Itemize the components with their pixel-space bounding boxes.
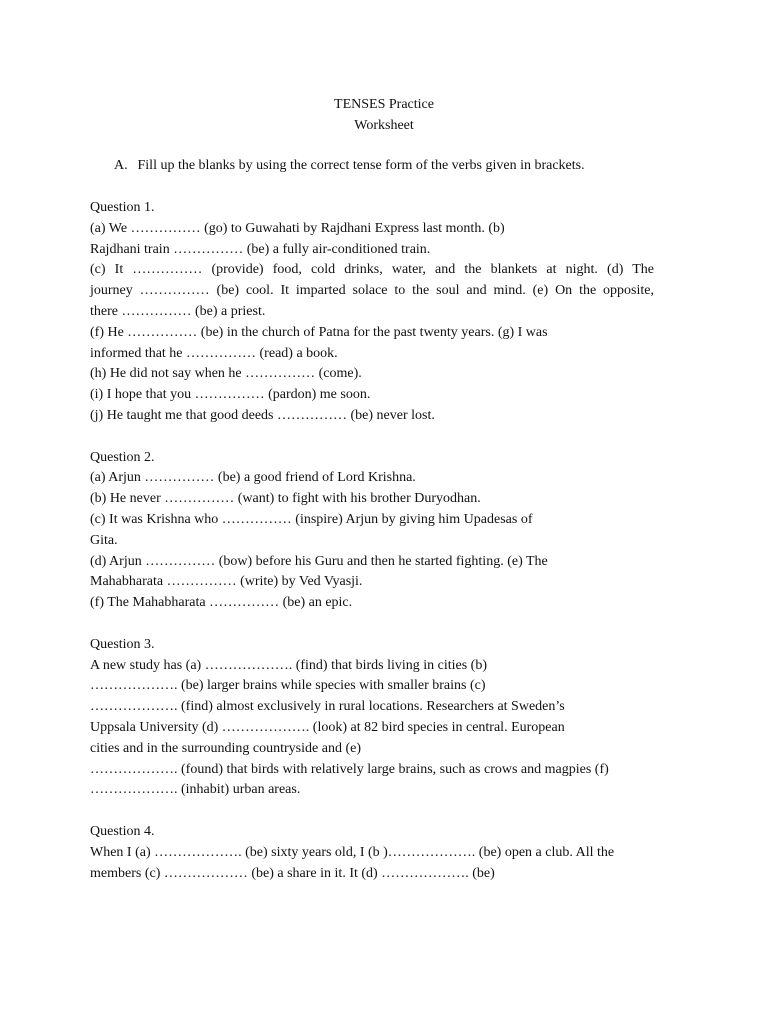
question-line: (a) We …………… (go) to Guwahati by Rajdhani Express last month. (b) bbox=[90, 220, 505, 236]
questions-container bbox=[90, 198, 654, 905]
question-line: ………………. (inhabit) urban areas. bbox=[90, 782, 301, 798]
question-line: (b) He never …………… (want) to fight with his brother Duryodhan. bbox=[90, 491, 481, 507]
question-line: When I (a) ………………. (be) sixty years old, I (b )………………. (be) open a club. All the bbox=[90, 844, 615, 860]
question-heading: Question 4. bbox=[90, 823, 155, 839]
question-line: Rajdhani train …………… (be) a fully air-conditioned train. bbox=[90, 241, 431, 257]
question-line: (c) It was Krishna who …………… (inspire) Arjun by giving him Upadesas of bbox=[90, 511, 533, 527]
question-line: ………………. (be) larger brains while species with smaller brains (c) bbox=[90, 678, 486, 694]
question-line: (a) Arjun …………… (be) a good friend of Lord Krishna. bbox=[90, 470, 416, 486]
worksheet-title bbox=[0, 94, 768, 136]
question-line: A new study has (a) ………………. (find) that birds living in cities (b) bbox=[90, 657, 487, 673]
question-heading: Question 3. bbox=[90, 636, 155, 652]
question-line: there …………… (be) a priest. bbox=[90, 303, 266, 319]
question-line: (f) He …………… (be) in the church of Patna for the past twenty years. (g) I was bbox=[90, 324, 548, 340]
question-3 bbox=[90, 635, 654, 801]
question-line: (f) The Mahabharata …………… (be) an epic. bbox=[90, 595, 353, 611]
question-line: informed that he …………… (read) a book. bbox=[90, 345, 338, 361]
title-line-1: TENSES Practice bbox=[334, 97, 434, 112]
question-heading: Question 1. bbox=[90, 200, 155, 215]
question-line: ………………. (find) almost exclusively in rural locations. Researchers at Sweden’s bbox=[90, 699, 565, 715]
question-line: (j) He taught me that good deeds …………… (be) never lost. bbox=[90, 407, 435, 423]
instruction-text: Fill up the blanks by using the correct tense form of the verbs given in brackets. bbox=[137, 158, 585, 173]
instruction-marker: A. bbox=[114, 158, 128, 173]
question-line: (i) I hope that you …………… (pardon) me soon. bbox=[90, 387, 371, 403]
question-line: ………………. (found) that birds with relatively large brains, such as crows and magpies (f) bbox=[90, 761, 609, 777]
question-2 bbox=[90, 448, 654, 614]
question-line: (h) He did not say when he …………… (come). bbox=[90, 366, 362, 382]
question-line: (c) It …………… (provide) food, cold drinks, water, and the blankets at night. (d) The bbox=[90, 262, 654, 278]
question-4 bbox=[90, 822, 654, 884]
question-line: (d) Arjun …………… (bow) before his Guru and then he started fighting. (e) The bbox=[90, 553, 548, 569]
question-line: Uppsala University (d) ………………. (look) at 82 bird species in central. European bbox=[90, 719, 565, 735]
title-line-2: Worksheet bbox=[354, 118, 414, 133]
question-line: Mahabharata …………… (write) by Ved Vyasji. bbox=[90, 574, 363, 590]
question-heading: Question 2. bbox=[90, 449, 155, 465]
question-line: members (c) ……………… (be) a share in it. It (d) ………………. (be) bbox=[90, 865, 495, 881]
question-line: journey …………… (be) cool. It imparted solace to the soul and mind. (e) On the opposite, bbox=[90, 283, 654, 299]
instruction bbox=[114, 156, 585, 176]
question-line: cities and in the surrounding countryside and (e) bbox=[90, 740, 361, 756]
question-1 bbox=[90, 198, 654, 427]
question-line: Gita. bbox=[90, 532, 118, 548]
